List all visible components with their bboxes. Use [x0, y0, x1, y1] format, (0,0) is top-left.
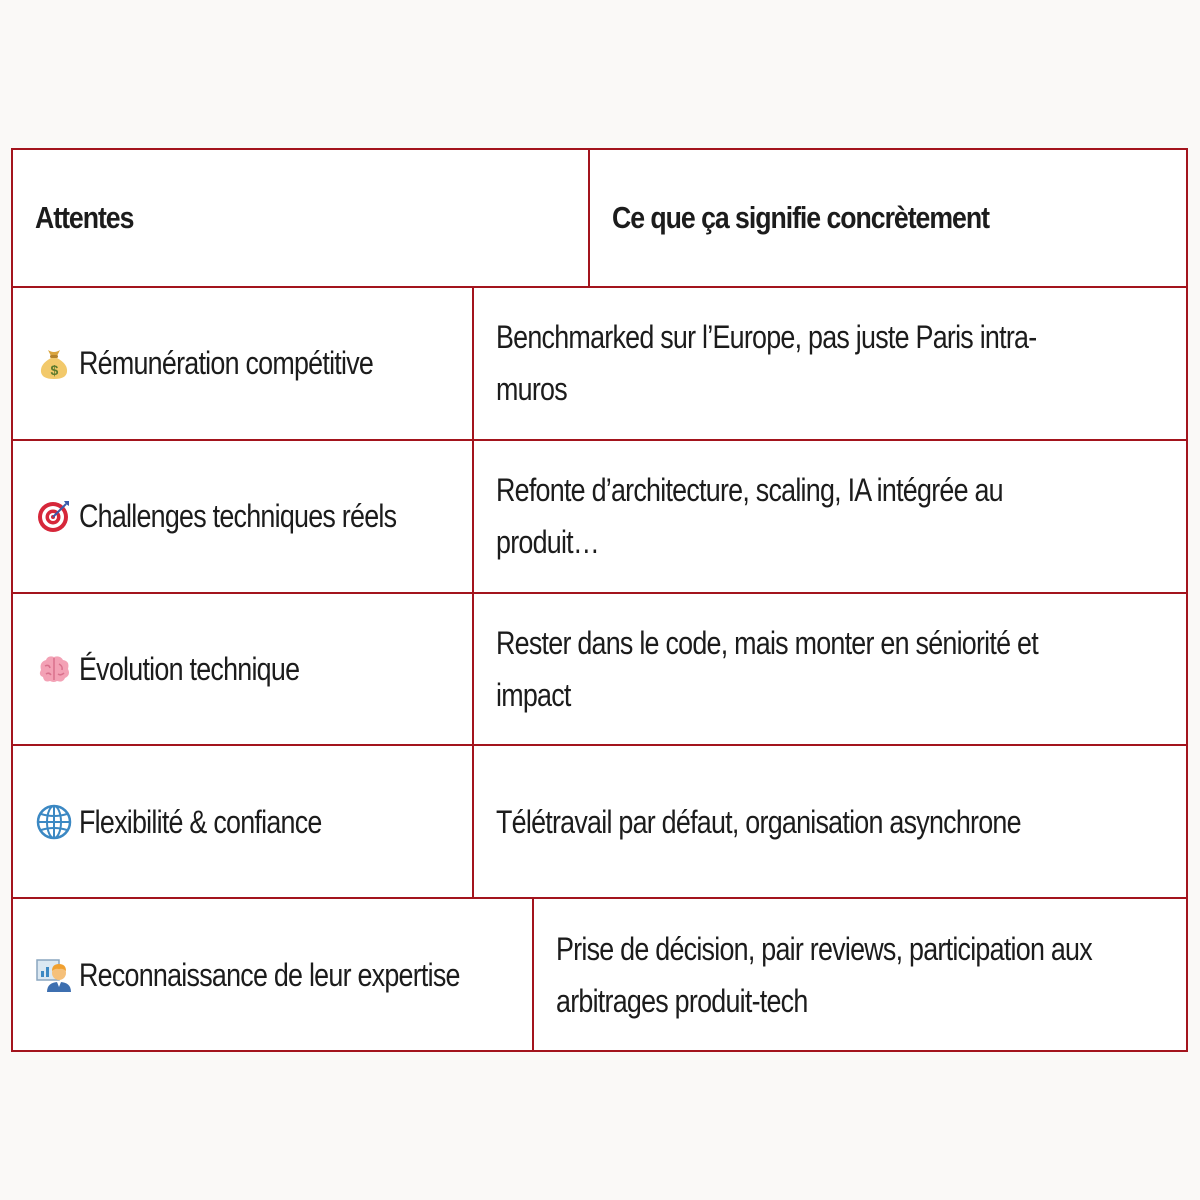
header-cell-meaning [590, 150, 1186, 286]
meaning-text: Rester dans le code, mais monter en séniorité et impact [496, 624, 1038, 713]
expectation-label: Flexibilité & confiance [79, 803, 322, 840]
meaning-cell [534, 899, 1200, 1050]
expectation-label: Reconnaissance de leur expertise [79, 956, 460, 993]
meaning-text: Télétravail par défaut, organisation asynchrone [496, 803, 1021, 840]
table-row [13, 594, 1186, 747]
expectation-label: Rémunération compétitive [79, 345, 374, 382]
table-row [13, 288, 1186, 441]
meaning-text: Prise de décision, pair reviews, participation aux arbitrages produit-tech [556, 930, 1093, 1019]
presenter-icon [35, 956, 73, 994]
header-label-meaning: Ce que ça signifie concrètement [612, 199, 989, 235]
expectation-label: Évolution technique [79, 650, 300, 687]
svg-text:$: $ [50, 362, 58, 379]
table-row [13, 441, 1186, 594]
table-row [13, 746, 1186, 899]
header-label-expectations: Attentes [35, 199, 134, 235]
table-row [13, 899, 1186, 1050]
expectation-cell [13, 288, 474, 439]
bullseye-icon [35, 497, 73, 535]
meaning-cell [474, 746, 1186, 897]
expectation-cell [13, 594, 474, 745]
meaning-text: Refonte d’architecture, scaling, IA intégrée au produit… [496, 472, 1003, 561]
meaning-cell [474, 288, 1186, 439]
meaning-cell [474, 594, 1186, 745]
expectation-cell [13, 899, 534, 1050]
meaning-cell [474, 441, 1186, 592]
expectation-cell [13, 746, 474, 897]
meaning-text: Benchmarked sur l’Europe, pas juste Paris intra-muros [496, 319, 1037, 408]
brain-icon [35, 650, 73, 688]
header-cell-expectations [13, 150, 590, 286]
expectations-table [11, 148, 1188, 1052]
globe-icon [35, 803, 73, 841]
money-bag-icon [35, 344, 73, 382]
expectation-label: Challenges techniques réels [79, 498, 397, 535]
expectation-cell [13, 441, 474, 592]
table-header-row [13, 150, 1186, 288]
